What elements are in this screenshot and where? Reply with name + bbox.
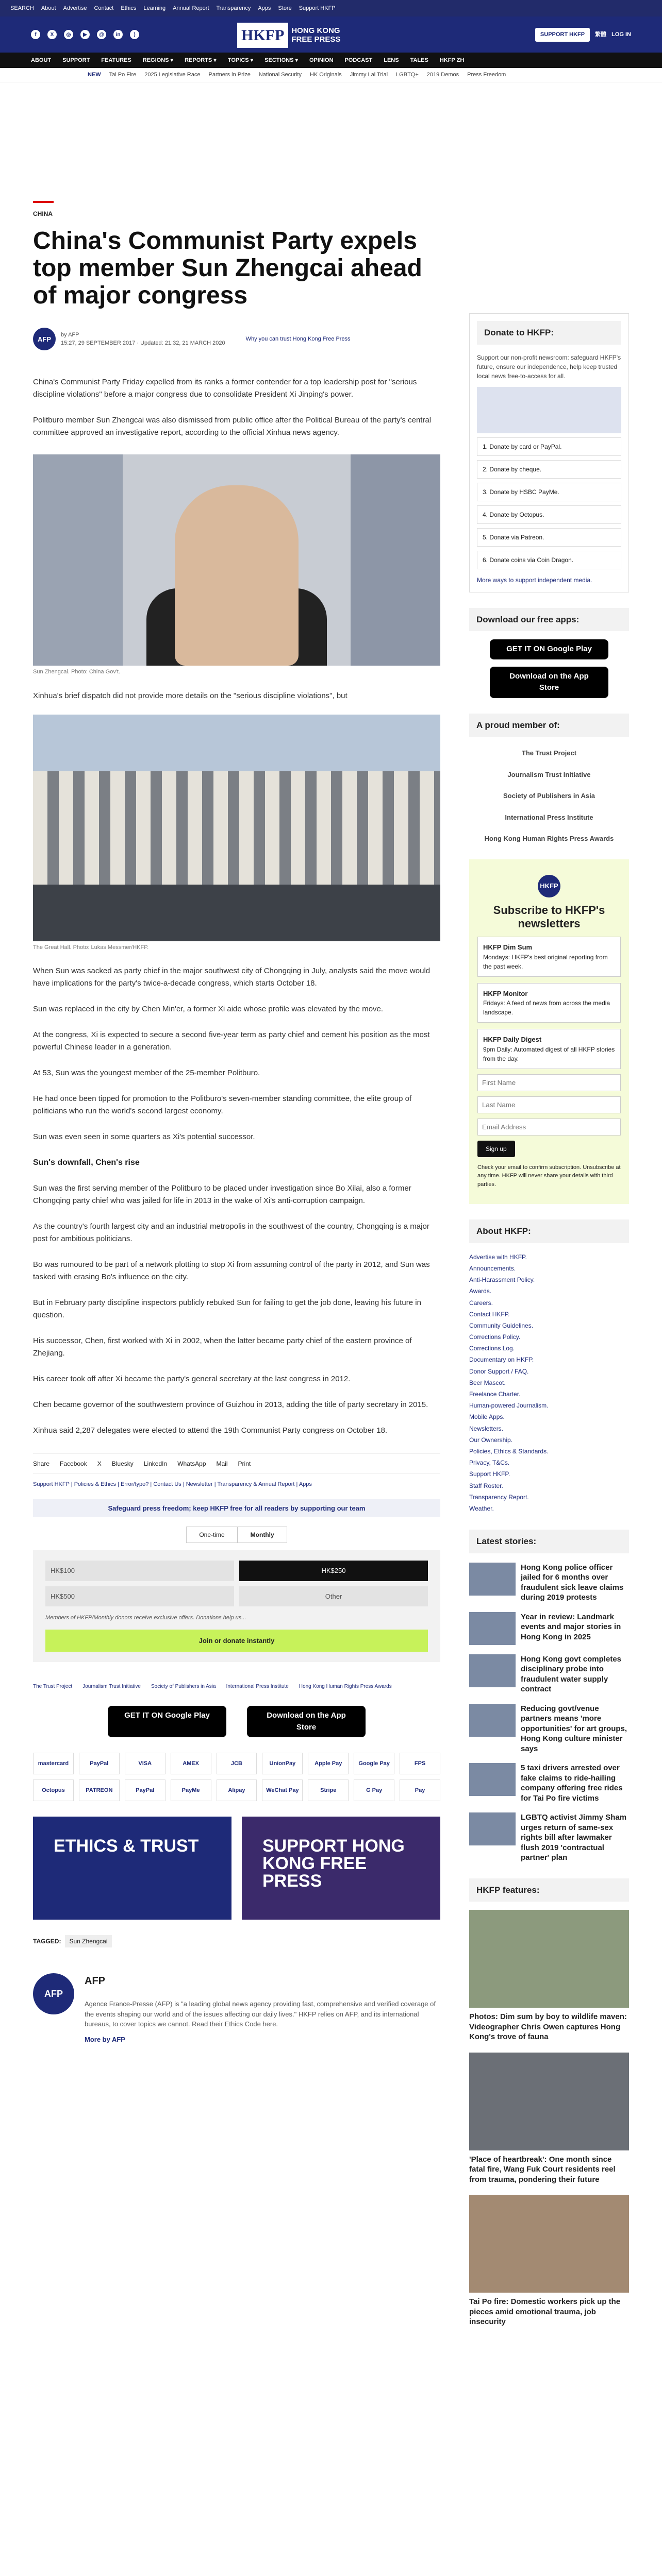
about-link[interactable]: Contact HKFP.: [469, 1310, 510, 1318]
publish-date: 15:27, 29 SEPTEMBER 2017 · Updated: 21:32, 21 MARCH 2020: [61, 340, 225, 347]
payment-logo: Octopus: [33, 1780, 74, 1801]
about-link[interactable]: Newsletters.: [469, 1425, 504, 1432]
latest-story[interactable]: Year in review: Landmark events and major stories in Hong Kong in 2025: [469, 1612, 629, 1645]
main-nav: [0, 53, 662, 68]
trending-link[interactable]: Press Freedom: [467, 72, 506, 78]
donate-option[interactable]: 5. Donate via Patreon.: [477, 528, 621, 547]
category-accent: [33, 201, 54, 203]
topbar-link[interactable]: About: [41, 5, 56, 11]
topbar-link[interactable]: Support HKFP: [299, 5, 336, 11]
paragraph: Sun was replaced in the city by Chen Min'er, a former Xi aide whose profile was elevated by the move.: [33, 1005, 384, 1014]
about-link[interactable]: Corrections Policy.: [469, 1333, 521, 1341]
category-label[interactable]: CHINA: [33, 210, 53, 217]
badge[interactable]: Society of Publishers in Asia: [151, 1684, 216, 1690]
topbar-link[interactable]: Advertise: [63, 5, 87, 11]
ethics-promo[interactable]: ETHICS & TRUST: [33, 1817, 231, 1920]
paragraph: At the congress, Xi is expected to secure a second five-year term as party chief and cement his position as the most powerful Chinese leader in a generation.: [33, 1030, 430, 1052]
about-link[interactable]: Staff Roster.: [469, 1482, 503, 1489]
feature-thumbnail[interactable]: [469, 2195, 629, 2293]
story-thumbnail[interactable]: [469, 1763, 516, 1796]
payment-logo: FPS: [400, 1753, 440, 1774]
trending-link[interactable]: 2025 Legislative Race: [144, 72, 201, 78]
payment-methods: [33, 1753, 440, 1801]
nav-item[interactable]: PODCAST: [344, 57, 373, 63]
article: [33, 201, 440, 2044]
donate-option[interactable]: 2. Donate by cheque.: [477, 460, 621, 479]
share-mail[interactable]: Mail: [216, 1460, 228, 1468]
byline: [33, 328, 440, 350]
amount-option-selected[interactable]: HK$250: [239, 1561, 428, 1581]
join-button[interactable]: Join or donate instantly: [45, 1630, 428, 1652]
story-thumbnail[interactable]: [469, 1563, 516, 1596]
badge[interactable]: International Press Institute: [226, 1684, 289, 1690]
trending-link[interactable]: National Security: [258, 72, 302, 78]
nav-item[interactable]: LENS: [384, 57, 399, 63]
paragraph: At 53, Sun was the youngest member of the 25-member Politburo.: [33, 1069, 260, 1078]
about-link[interactable]: Human-powered Journalism.: [469, 1402, 549, 1410]
story-thumbnail[interactable]: [469, 1654, 516, 1687]
paragraph: His successor, Chen, first worked with Xi in 2002, when the latter became party chief of the eastern province of Zhejiang.: [33, 1336, 412, 1358]
share-bluesky[interactable]: Bluesky: [111, 1460, 134, 1468]
share-x[interactable]: X: [97, 1460, 102, 1468]
header: [0, 16, 662, 53]
signup-button[interactable]: Sign up: [477, 1141, 515, 1157]
widget-title: Donate to HKFP:: [477, 321, 621, 345]
nav-item[interactable]: REGIONS ▾: [142, 57, 174, 63]
trending-bar: [0, 68, 662, 82]
about-link[interactable]: Support HKFP.: [469, 1470, 510, 1478]
about-link[interactable]: Community Guidelines.: [469, 1321, 534, 1329]
about-link[interactable]: Corrections Log.: [469, 1345, 515, 1352]
trending-link[interactable]: Tai Po Fire: [109, 72, 137, 78]
tag-chip[interactable]: Sun Zhengcai: [65, 1935, 111, 1947]
login-link[interactable]: LOG IN: [611, 31, 631, 38]
share-bar: [33, 1453, 440, 1474]
badge[interactable]: The Trust Project: [33, 1684, 73, 1690]
payment-logo: JCB: [217, 1753, 257, 1774]
nav-item[interactable]: FEATURES: [101, 57, 131, 63]
about-link[interactable]: Beer Mascot.: [469, 1379, 506, 1386]
about-link[interactable]: Documentary on HKFP.: [469, 1356, 534, 1364]
paragraph: His career took off after Xi became the party's general secretary at the last congress in 2012.: [33, 1375, 351, 1384]
more-by-author[interactable]: More by AFP: [85, 2035, 125, 2043]
author-bio: Agence France-Presse (AFP) is "a leading global news agency providing fast, comprehensive and verified coverage of the events shaping our world and of the issues affecting our daily lives." HKFP relies on AFP, and its international bureaus, to cover topics we cannot. Read their Ethics Code here.: [85, 2000, 436, 2028]
donate-banner[interactable]: Safeguard press freedom; keep HKFP free for all readers by supporting our team: [33, 1499, 440, 1518]
about-link[interactable]: Careers.: [469, 1299, 493, 1307]
last-name-input[interactable]: [477, 1096, 621, 1113]
nav-item[interactable]: REPORTS ▾: [185, 57, 217, 63]
badge[interactable]: Journalism Trust Initiative: [82, 1684, 141, 1690]
author-avatar[interactable]: AFP: [33, 328, 56, 350]
donate-widget: [469, 313, 629, 592]
payment-logo: PATREON: [79, 1780, 120, 1801]
feature-story[interactable]: 'Place of heartbreak': One month since fatal fire, Wang Fuk Court residents reel from trauma, pondering their future: [469, 2053, 629, 2185]
app-buttons: [33, 1706, 440, 1737]
topbar-link[interactable]: Contact: [94, 5, 114, 11]
nav-item[interactable]: HKFP ZH: [439, 57, 465, 63]
about-link[interactable]: Mobile Apps.: [469, 1413, 505, 1421]
member-logo[interactable]: Society of Publishers in Asia: [503, 792, 595, 800]
paragraph: Xinhua said 2,287 delegates were elected to attend the 19th Communist Party congress on October 18.: [33, 1426, 388, 1435]
author-box: [33, 1973, 440, 2044]
about-link[interactable]: Freelance Charter.: [469, 1391, 521, 1398]
about-link[interactable]: Transparency Report.: [469, 1493, 529, 1501]
latest-story[interactable]: Reducing govt/venue partners means 'more opportunities' for art groups, Hong Kong culture minister says: [469, 1704, 629, 1754]
trust-link[interactable]: Why you can trust Hong Kong Free Press: [245, 336, 351, 343]
member-logo[interactable]: International Press Institute: [505, 813, 593, 821]
support-promo[interactable]: SUPPORT HONG KONG FREE PRESS: [242, 1817, 440, 1920]
amount-option[interactable]: HK$100: [45, 1561, 234, 1581]
trending-link[interactable]: Partners in Prize: [208, 72, 251, 78]
nav-item[interactable]: SECTIONS ▾: [264, 57, 298, 63]
donate-text: Support our non-profit newsroom: safeguard HKFP's future, ensure our independence, help keep trusted local news free-to-access for all.: [477, 353, 621, 380]
share-whatsapp[interactable]: WhatsApp: [177, 1460, 206, 1468]
latest-story[interactable]: LGBTQ activist Jimmy Sham urges return of same-sex rights bill after lawmaker flush 2019 'contractual partner' plan: [469, 1812, 629, 1863]
about-link[interactable]: Anti-Harassment Policy.: [469, 1276, 535, 1284]
youtube-icon[interactable]: ▶: [80, 30, 90, 39]
paragraph: Politburo member Sun Zhengcai was also dismissed from public office after the Political Bureau of the party's central committee approved an investigative report, according to the official Xinhua news agency.: [33, 416, 432, 437]
newsletter-option[interactable]: HKFP Dim Sum Mondays: HKFP's best original reporting from the past week.: [477, 937, 621, 977]
instagram-icon[interactable]: ◎: [64, 30, 73, 39]
new-label: NEW: [88, 72, 101, 78]
about-list: [469, 1251, 629, 1514]
threads-icon[interactable]: @: [97, 30, 106, 39]
latest-story[interactable]: Hong Kong govt completes disciplinary probe into fraudulent water supply contract: [469, 1654, 629, 1694]
sidebar: [469, 313, 629, 2327]
feature-story[interactable]: Tai Po fire: Domestic workers pick up the pieces amid emotional trauma, job insecurity: [469, 2195, 629, 2327]
payment-logo: mastercard: [33, 1753, 74, 1774]
language-toggle[interactable]: 繁體: [595, 31, 607, 38]
hkfp-logo[interactable]: HKFP HONG KONG FREE PRESS: [237, 23, 340, 48]
email-input[interactable]: [477, 1118, 621, 1136]
donate-image: [477, 387, 621, 433]
hkfp-logo: HKFP: [538, 875, 560, 897]
badge[interactable]: Hong Kong Human Rights Press Awards: [299, 1684, 392, 1690]
paragraph: But in February party discipline inspectors publicly rebuked Sun for failing to get the job done, leaving his future in question.: [33, 1298, 421, 1320]
payment-logo: Google Pay: [354, 1753, 394, 1774]
widget-title: HKFP features:: [469, 1878, 629, 1902]
search-link[interactable]: SEARCH: [10, 5, 34, 11]
trending-link[interactable]: 2019 Demos: [426, 72, 459, 78]
newsletter-widget: [469, 859, 629, 1205]
share-label: Share: [33, 1460, 50, 1468]
app-store-button[interactable]: Download on the App Store: [247, 1706, 366, 1737]
share-facebook[interactable]: Facebook: [60, 1460, 87, 1468]
frequency-toggle: [33, 1527, 440, 1543]
about-link[interactable]: Announcements.: [469, 1264, 516, 1272]
freq-one-time[interactable]: One-time: [186, 1527, 237, 1543]
amount-other[interactable]: Other: [239, 1586, 428, 1607]
paragraph: China's Communist Party Friday expelled from its ranks a former contender for a top leadership post for "serious discipline violations" before a major congress due to consolidate President Xi Jinping's power.: [33, 378, 417, 399]
payment-logo: Alipay: [217, 1780, 257, 1801]
widget-title: About HKFP:: [469, 1219, 629, 1243]
widget-title: Download our free apps:: [469, 608, 629, 632]
freq-monthly[interactable]: Monthly: [238, 1527, 287, 1543]
payment-logo: UnionPay: [262, 1753, 303, 1774]
payment-logo: PayMe: [171, 1780, 211, 1801]
newsletter-note: Check your email to confirm subscription. Unsubscribe at any time. HKFP will never share your details with third parties.: [477, 1164, 621, 1188]
paragraph: Sun was even seen in some quarters as Xi's potential successor.: [33, 1132, 255, 1142]
photo-caption: Sun Zhengcai. Photo: China Gov't.: [33, 669, 121, 675]
member-logo[interactable]: Hong Kong Human Rights Press Awards: [484, 835, 614, 842]
nav-item[interactable]: ABOUT: [31, 57, 52, 63]
rss-icon[interactable]: ): [130, 30, 139, 39]
newsletter-title: Subscribe to HKFP's newsletters: [493, 903, 605, 930]
trending-link[interactable]: LGBTQ+: [396, 72, 419, 78]
payment-logo: G Pay: [354, 1780, 394, 1801]
facebook-icon[interactable]: f: [31, 30, 40, 39]
nav-item[interactable]: SUPPORT: [62, 57, 90, 63]
latest-story[interactable]: Hong Kong police officer jailed for 6 months over fraudulent sick leave claims during 2019 protests: [469, 1563, 629, 1603]
nav-item[interactable]: OPINION: [309, 57, 334, 63]
photo-caption: The Great Hall. Photo: Lukas Messmer/HKFP.: [33, 944, 149, 951]
trending-link[interactable]: HK Originals: [309, 72, 342, 78]
tags: TAGGED: Sun Zhengcai: [33, 1935, 440, 1947]
feature-story[interactable]: Photos: Dim sum by boy to wildlife maven: Videographer Chris Owen captures Hong Kong's trove of fauna: [469, 1910, 629, 2042]
nav-item[interactable]: TOPICS ▾: [227, 57, 254, 63]
latest-story[interactable]: 5 taxi drivers arrested over fake claims to ride-hailing company offering free rides for Tai Po fire victims: [469, 1763, 629, 1803]
sun-zhengcai-photo: [33, 454, 440, 666]
topbar-link[interactable]: Store: [278, 5, 292, 11]
feature-thumbnail[interactable]: [469, 2053, 629, 2150]
topbar-link[interactable]: Ethics: [121, 5, 137, 11]
story-thumbnail[interactable]: [469, 1704, 516, 1737]
share-linkedin[interactable]: LinkedIn: [143, 1460, 168, 1468]
payment-logo: AMEX: [171, 1753, 211, 1774]
linkedin-icon[interactable]: in: [113, 30, 123, 39]
amount-option[interactable]: HK$500: [45, 1586, 234, 1607]
member-logo[interactable]: The Trust Project: [521, 749, 577, 757]
app-store-button[interactable]: Download on the App Store: [490, 667, 608, 698]
share-print[interactable]: Print: [238, 1460, 251, 1468]
about-link[interactable]: Donor Support / FAQ.: [469, 1367, 529, 1375]
about-link[interactable]: Privacy, T&Cs.: [469, 1459, 510, 1467]
topbar-link[interactable]: Transparency: [216, 5, 251, 11]
about-link[interactable]: Advertise with HKFP.: [469, 1253, 527, 1261]
google-play-button[interactable]: GET IT ON Google Play: [490, 639, 608, 659]
member-badges: [33, 1683, 440, 1690]
about-link[interactable]: Policies, Ethics & Standards.: [469, 1447, 549, 1455]
payment-logo: Apple Pay: [308, 1753, 349, 1774]
paragraph: Sun was the first serving member of the Politburo to be placed under investigation since Bo Xilai, also a former Chongqing party chief who was jailed for life in 2013 in the wake of Xi's anti-corruption campaign.: [33, 1184, 411, 1206]
paragraph: He had once been tipped for promotion to the Politburo's seven-member standing committee, the elite group of politicians who run the world's second largest economy.: [33, 1094, 412, 1116]
newsletter-option[interactable]: HKFP Daily Digest 9pm Daily: Automated digest of all HKFP stories from the day.: [477, 1029, 621, 1069]
paragraph: As the country's fourth largest city and an industrial metropolis in the southwest of the country, Chongqing is a major post for ambitious politicians.: [33, 1222, 429, 1244]
author-name[interactable]: AFP: [85, 1975, 105, 1987]
donate-option[interactable]: 1. Donate by card or PayPal.: [477, 437, 621, 456]
first-name-input[interactable]: [477, 1074, 621, 1091]
trending-link[interactable]: Jimmy Lai Trial: [350, 72, 388, 78]
top-utility-bar: [0, 0, 662, 16]
author-avatar[interactable]: AFP: [33, 1973, 74, 2014]
x-icon[interactable]: X: [47, 30, 57, 39]
widget-title: Latest stories:: [469, 1530, 629, 1553]
payment-logo: WeChat Pay: [262, 1780, 303, 1801]
great-hall-photo: [33, 715, 440, 941]
member-logo[interactable]: Journalism Trust Initiative: [507, 770, 591, 778]
promo-banners: [33, 1817, 440, 1920]
paragraph: Bo was rumoured to be part of a network plotting to stop Xi from assuming control of the party in 2012, and Sun was tasked with erasing Bo's influence on the city.: [33, 1260, 430, 1282]
subheading: Sun's downfall, Chen's rise: [33, 1158, 140, 1167]
donate-option[interactable]: 6. Donate coins via Coin Dragon.: [477, 551, 621, 569]
support-hkfp-button[interactable]: SUPPORT HKFP: [535, 28, 590, 42]
payment-logo: PayPal: [125, 1780, 166, 1801]
author-name[interactable]: by AFP: [61, 331, 79, 338]
about-link[interactable]: Weather.: [469, 1504, 494, 1512]
more-ways-link[interactable]: More ways to support independent media.: [477, 576, 592, 584]
payment-logo: Pay: [400, 1780, 440, 1801]
nav-item[interactable]: TALES: [410, 57, 428, 63]
topbar-link[interactable]: Learning: [143, 5, 166, 11]
about-link[interactable]: Our Ownership.: [469, 1436, 513, 1444]
payment-logo: Stripe: [308, 1780, 349, 1801]
topbar-link[interactable]: Annual Report: [173, 5, 209, 11]
widget-title: A proud member of:: [469, 714, 629, 737]
footer-links[interactable]: Support HKFP | Policies & Ethics | Error/typo? | Contact Us | Newsletter | Transparency & Annual Report | Apps: [33, 1481, 312, 1488]
story-thumbnail[interactable]: [469, 1812, 516, 1845]
paragraph: When Sun was sacked as party chief in the major southwest city of Chongqing in July, analysts said the move would have implications for the party's twice-a-decade congress, which starts October 18.: [33, 967, 431, 988]
payment-logo: PayPal: [79, 1753, 120, 1774]
paragraph: Chen became governor of the southwestern province of Guizhou in 2013, adding the title of party secretary in 2015.: [33, 1400, 428, 1410]
article-title: China's Communist Party expels top member Sun Zhengcai ahead of major congress: [33, 227, 422, 309]
donation-amounts: [33, 1550, 440, 1662]
story-thumbnail[interactable]: [469, 1612, 516, 1645]
payment-logo: VISA: [125, 1753, 166, 1774]
about-link[interactable]: Awards.: [469, 1287, 492, 1295]
donate-option[interactable]: 4. Donate by Octopus.: [477, 505, 621, 524]
google-play-button[interactable]: GET IT ON Google Play: [108, 1706, 226, 1737]
paragraph: Xinhua's brief dispatch did not provide more details on the "serious discipline violations", but: [33, 691, 347, 700]
feature-thumbnail[interactable]: [469, 1910, 629, 2008]
donation-note: Members of HKFP/Monthly donors receive exclusive offers. Donations help us...: [45, 1615, 246, 1621]
donate-option[interactable]: 3. Donate by HSBC PayMe.: [477, 483, 621, 501]
topbar-link[interactable]: Apps: [258, 5, 271, 11]
newsletter-option[interactable]: HKFP Monitor Fridays: A feed of news from across the media landscape.: [477, 983, 621, 1023]
